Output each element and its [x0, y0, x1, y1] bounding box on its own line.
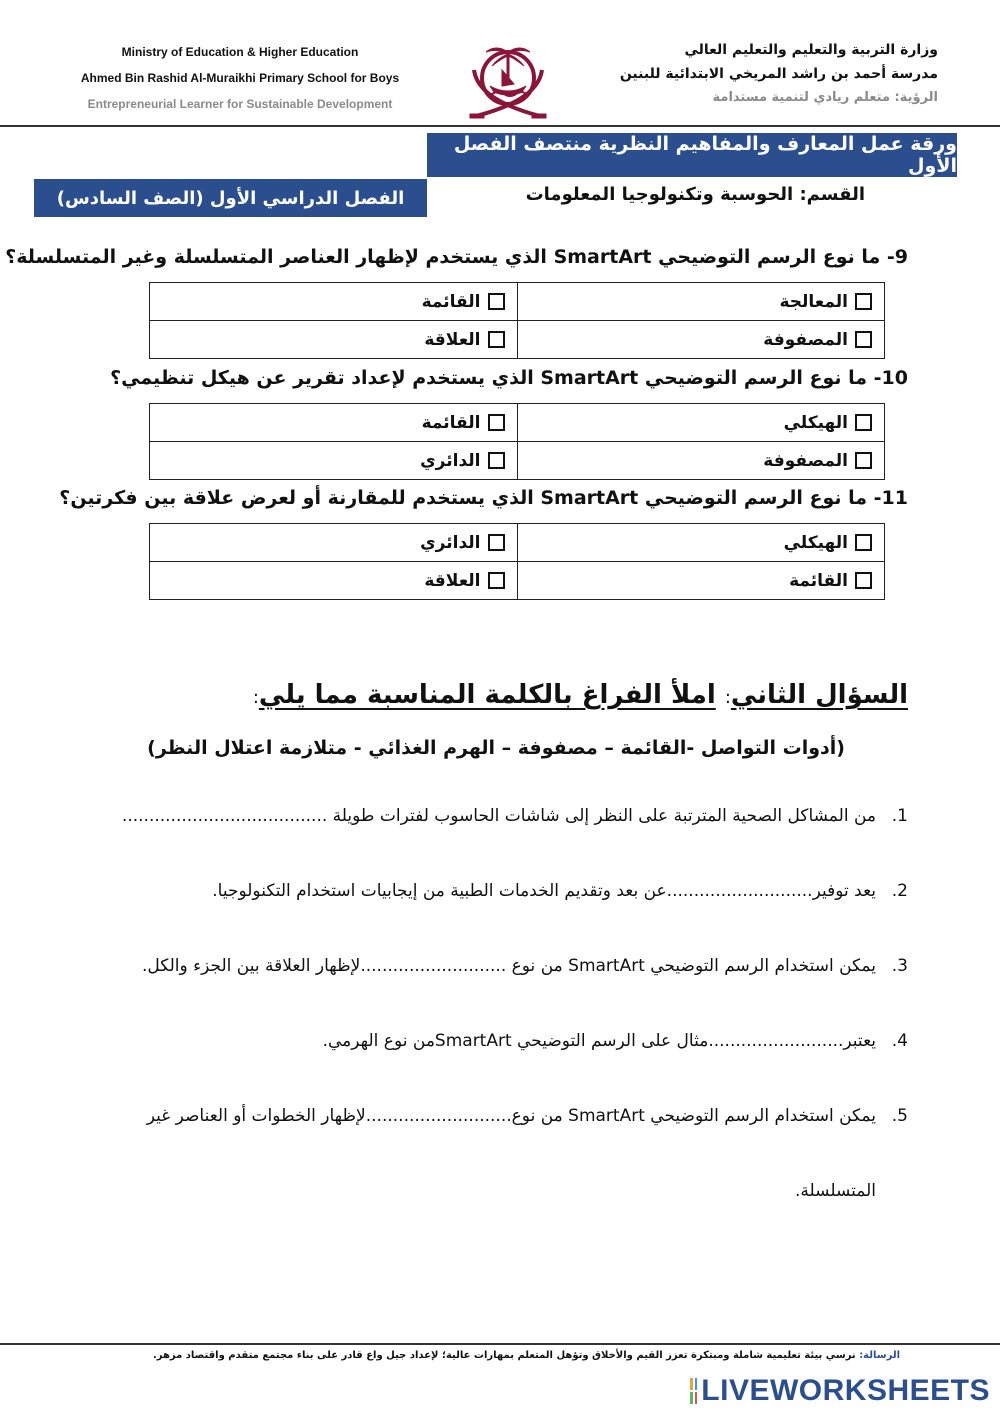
item-text: يعتبر.........................مثال على الرسم التوضيحي SmartArtمن نوع الهرمي. — [322, 1031, 876, 1051]
liveworksheets-brand[interactable] — [690, 1374, 990, 1408]
item-text: يعد توفير...........................عن بعد وتقديم الخدمات الطبية من إيجابيات استخدام التكنولوجيا. — [212, 881, 876, 901]
item-5-continuation: المتسلسلة. — [795, 1181, 876, 1201]
item-number: 1. — [891, 806, 908, 826]
department-label: القسم: الحوسبة وتكنولوجيا المعلومات — [525, 184, 865, 205]
worksheet-title: ورقة عمل المعارف والمفاهيم النظرية منتصف الفصل الأول — [427, 133, 957, 177]
section-2-heading — [253, 680, 908, 710]
option-cell[interactable] — [150, 442, 518, 480]
footer-divider — [0, 1343, 1000, 1345]
option-label: الدائري — [420, 450, 481, 471]
section-2-trailing: : — [252, 687, 259, 708]
mission-label: الرسالة: — [859, 1350, 900, 1361]
vision-en: Entrepreneurial Learner for Sustainable Development — [87, 97, 393, 111]
option-cell[interactable] — [517, 562, 885, 600]
question-10-options — [149, 403, 885, 480]
checkbox[interactable] — [488, 414, 505, 431]
header-divider — [0, 125, 1000, 127]
question-10: 10- ما نوع الرسم التوضيحي SmartArt الذي يستخدم لإعداد تقرير عن هيكل تنظيمي؟ — [110, 367, 908, 389]
item-number: 3. — [891, 956, 908, 976]
checkbox[interactable] — [488, 293, 505, 310]
school-name-ar: مدرسة أحمد بن راشد المريخي الابتدائية للبنين — [619, 66, 938, 82]
item-text: من المشاكل الصحية المترتبة على النظر إلى شاشات الحاسوب لفترات طويلة ...................................... — [121, 806, 876, 826]
checkbox[interactable] — [855, 414, 872, 431]
ministry-name-en: Ministry of Education & Higher Education — [121, 45, 359, 59]
fill-blank-item[interactable] — [323, 1031, 908, 1051]
checkbox[interactable] — [855, 293, 872, 310]
fill-blank-item[interactable] — [142, 956, 908, 976]
item-number: 5. — [891, 1106, 908, 1126]
liveworksheets-logo-icon — [690, 1378, 697, 1404]
item-text: يمكن استخدام الرسم التوضيحي SmartArt من نوع...........................لإظهار الخطوات أو العناصر غير — [146, 1106, 876, 1126]
semester-banner: الفصل الدراسي الأول (الصف السادس) — [34, 179, 427, 217]
option-cell[interactable] — [150, 321, 518, 359]
section-2-label: السؤال الثاني — [730, 680, 908, 710]
question-11: 11- ما نوع الرسم التوضيحي SmartArt الذي يستخدم للمقارنة أو لعرض علاقة بين فكرتين؟ — [59, 487, 908, 509]
option-label: الهيكلي — [783, 412, 848, 433]
question-9: 9- ما نوع الرسم التوضيحي SmartArt الذي يستخدم لإظهار العناصر المتسلسلة وغير المتسلسلة؟ — [5, 246, 908, 268]
checkbox[interactable] — [855, 452, 872, 469]
option-cell[interactable] — [517, 321, 885, 359]
option-label: المعالجة — [779, 291, 848, 312]
option-cell[interactable] — [150, 283, 518, 321]
word-bank: (أدوات التواصل -القائمة – مصفوفة – الهرم الغذائي - متلازمة اعتلال النظر) — [147, 737, 845, 759]
item-text: يمكن استخدام الرسم التوضيحي SmartArt من نوع ...........................لإظهار العلاقة بين الجزء والكل. — [141, 956, 876, 976]
school-name-en: Ahmed Bin Rashid Al-Muraikhi Primary School for Boys — [80, 71, 400, 85]
checkbox[interactable] — [488, 331, 505, 348]
mission-text: نرسي بيئة تعليمية شاملة ومبتكرة تعزز القيم والأخلاق وتؤهل المتعلم بمهارات عالية؛ لإعداد جيل واع قادر على بناء مجتمع متقدم واقتصاد مزهر. — [152, 1350, 856, 1361]
option-cell[interactable] — [517, 283, 885, 321]
checkbox[interactable] — [855, 331, 872, 348]
vision-ar: الرؤية: متعلم ريادي لتنمية مستدامة — [712, 90, 938, 105]
option-label: الدائري — [420, 532, 481, 553]
option-label: المصفوفة — [763, 450, 848, 471]
checkbox[interactable] — [488, 452, 505, 469]
qatar-emblem-icon — [462, 30, 554, 126]
option-label: القائمة — [421, 412, 481, 433]
section-2-separator: : — [724, 687, 731, 708]
fill-blank-item[interactable] — [122, 806, 908, 826]
option-label: الهيكلي — [783, 532, 848, 553]
option-cell[interactable] — [150, 562, 518, 600]
checkbox[interactable] — [855, 572, 872, 589]
checkbox[interactable] — [488, 534, 505, 551]
option-cell[interactable] — [150, 524, 518, 562]
option-cell[interactable] — [517, 524, 885, 562]
fill-blank-item[interactable] — [212, 881, 908, 901]
option-label: القائمة — [421, 291, 481, 312]
question-9-options — [149, 282, 885, 359]
item-number: 2. — [891, 881, 908, 901]
fill-blank-item[interactable] — [147, 1106, 908, 1126]
option-cell[interactable] — [517, 404, 885, 442]
brand-name: LIVEWORKSHEETS — [701, 1374, 990, 1407]
ministry-name-ar: وزارة التربية والتعليم والتعليم العالي — [684, 42, 938, 58]
question-11-options — [149, 523, 885, 600]
option-label: العلاقة — [424, 329, 481, 350]
section-2-instruction: املأ الفراغ بالكلمة المناسبة مما يلي — [258, 680, 716, 710]
option-label: المصفوفة — [763, 329, 848, 350]
option-cell[interactable] — [150, 404, 518, 442]
mission-statement — [153, 1350, 900, 1361]
checkbox[interactable] — [855, 534, 872, 551]
option-label: القائمة — [789, 570, 848, 591]
item-number: 4. — [891, 1031, 908, 1051]
option-cell[interactable] — [517, 442, 885, 480]
checkbox[interactable] — [488, 572, 505, 589]
option-label: العلاقة — [424, 570, 481, 591]
